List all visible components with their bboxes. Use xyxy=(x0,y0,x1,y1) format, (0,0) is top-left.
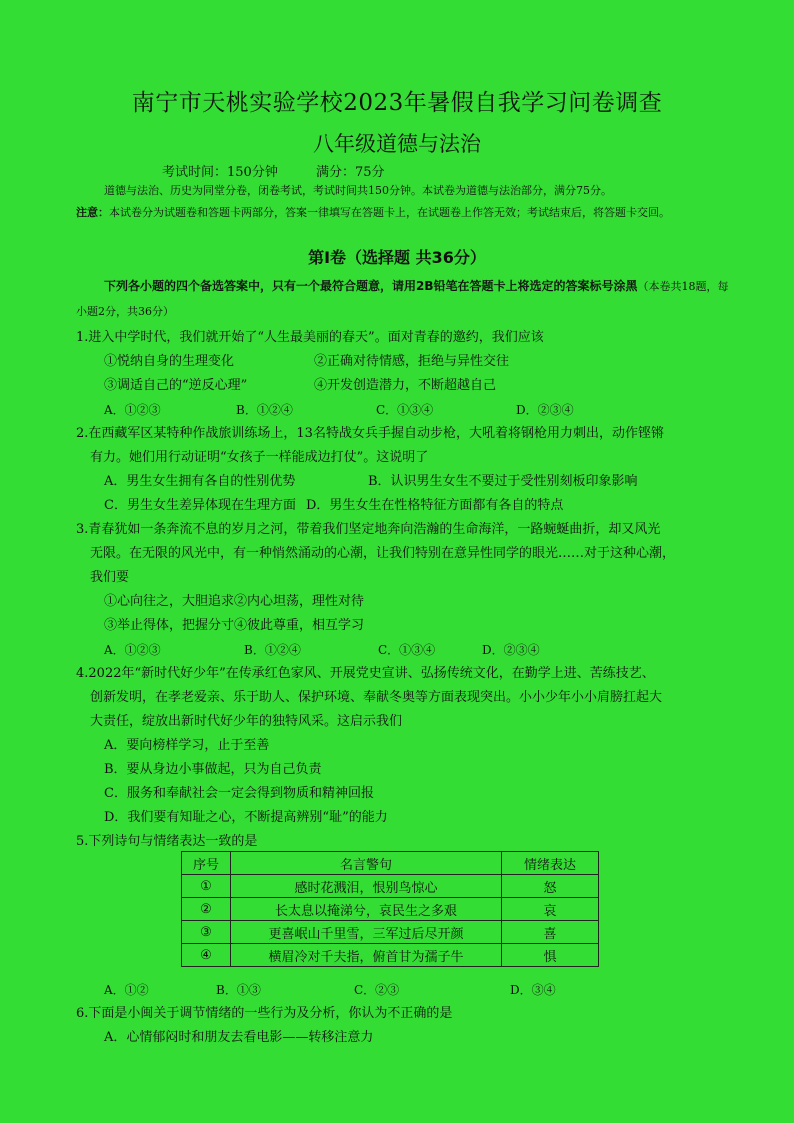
section-instruction xyxy=(76,274,736,324)
q3-stem-1: 3.青春犹如一条奔流不息的岁月之河，带着我们坚定地奔向浩瀚的生命海洋，一路蜿蜒曲折，却又风光 xyxy=(76,522,661,537)
q5-option-c: C．②③ xyxy=(354,983,400,997)
q1-statement-1: ①悦纳自身的生理变化 xyxy=(104,354,235,369)
q2-option-d: D．男生女生在性格特征方面都有各自的特点 xyxy=(306,498,564,513)
q5-header-quote: 名言警句 xyxy=(231,852,502,875)
q5-stem: 5.下列诗句与情绪表达一致的是 xyxy=(76,834,258,849)
q1-options xyxy=(104,398,574,422)
q3-statements-3-4: ③举止得体，把握分寸④彼此尊重，相互学习 xyxy=(104,618,365,633)
q1-statement-2: ②正确对待情感，拒绝与异性交往 xyxy=(314,354,510,369)
q3-option-d: D．②③④ xyxy=(482,643,540,657)
q5-cell-quote: 长太息以掩涕兮，哀民生之多艰 xyxy=(231,898,502,921)
q5-cell-quote: 横眉冷对千夫指，俯首甘为孺子牛 xyxy=(231,944,502,967)
q3-option-b: B．①②④ xyxy=(244,643,301,657)
q6-option-a: A．心情郁闷时和朋友去看电影——转移注意力 xyxy=(104,1030,374,1045)
q3-option-c: C．①③④ xyxy=(378,643,436,657)
q5-option-b: B．①③ xyxy=(216,983,261,997)
q1-stem: 1.进入中学时代，我们就开始了“人生最美丽的春天”。面对青春的邀约，我们应该 xyxy=(76,330,544,345)
exam-note-2 xyxy=(76,202,736,224)
q3-stem-2: 无限。在无限的风光中，有一种悄然涌动的心潮，让我们特别在意异性同学的眼光……对于这种心潮， xyxy=(90,546,676,561)
q3-stem-3: 我们要 xyxy=(90,570,130,585)
q5-cell-number: ② xyxy=(182,898,231,921)
q3-statements-1-2: ①心向往之，大胆追求②内心坦荡，理性对待 xyxy=(104,594,365,609)
q4-stem-1: 4.2022年“新时代好少年”在传承红色家风、开展党史宣讲、弘扬传统文化，在勤学上进、苦练技艺、 xyxy=(76,666,655,681)
exam-subtitle: 八年级道德与法治 xyxy=(313,132,481,156)
q5-cell-quote: 更喜岷山千里雪，三军过后尽开颜 xyxy=(231,921,502,944)
q5-cell-number: ④ xyxy=(182,944,231,967)
q5-header-number: 序号 xyxy=(182,852,231,875)
q5-header-emotion: 情绪表达 xyxy=(502,852,599,875)
q2-stem-1: 2.在西藏军区某特种作战旅训练场上，13名特战女兵手握自动步枪，大吼着将钢枪用力刺出，动作铿锵 xyxy=(76,426,664,441)
q6-stem: 6.下面是小闽关于调节情绪的一些行为及分析，你认为不正确的是 xyxy=(76,1006,453,1021)
q1-option-b: B．①②④ xyxy=(236,403,293,417)
q4-option-d: D．我们要有知耻之心，不断提高辨别“耻”的能力 xyxy=(104,810,388,825)
exam-note-1: 道德与法治、历史为同堂分卷，闭卷考试，考试时间共150分钟。本试卷为道德与法治部分，满分75分。 xyxy=(104,184,612,197)
q4-option-b: B．要从身边小事做起，只为自己负责 xyxy=(104,762,322,777)
section-title: 第Ⅰ卷（选择题 共36分） xyxy=(308,248,486,267)
q5-cell-emotion: 哀 xyxy=(502,898,599,921)
q5-table xyxy=(181,851,599,967)
exam-score: 满分：75分 xyxy=(315,165,385,180)
instruction-text: 下列各小题的四个备选答案中，只有一个最符合题意，请用2B铅笔在答题卡上将选定的答案标号涂黑 xyxy=(104,279,638,293)
q4-option-c: C．服务和奉献社会一定会得到物质和精神回报 xyxy=(104,786,374,801)
q5-cell-quote: 感时花溅泪，恨别鸟惊心 xyxy=(231,875,502,898)
q4-stem-3: 大责任，绽放出新时代好少年的独特风采。这启示我们 xyxy=(90,714,403,729)
table-row xyxy=(182,921,599,944)
note-text: 本试卷分为试题卷和答题卡两部分，答案一律填写在答题卡上，在试题卷上作答无效；考试结束后，将答题卡交回。 xyxy=(109,206,670,219)
q1-statement-3: ③调适自己的“逆反心理” xyxy=(104,378,248,393)
q5-cell-emotion: 惧 xyxy=(502,944,599,967)
table-row xyxy=(182,875,599,898)
table-row xyxy=(182,944,599,967)
q5-options xyxy=(104,978,556,1002)
q5-cell-emotion: 喜 xyxy=(502,921,599,944)
q1-option-a: A．①②③ xyxy=(104,403,161,417)
q1-option-d: D．②③④ xyxy=(516,403,574,417)
q5-table-header xyxy=(182,852,599,875)
q2-stem-2: 有力。她们用行动证明“女孩子一样能成边打仗”。这说明了 xyxy=(90,450,429,465)
q2-option-b: B．认识男生女生不要过于受性别刻板印象影响 xyxy=(368,474,638,489)
q2-option-c: C．男生女生差异体现在生理方面 xyxy=(104,498,296,513)
q5-option-a: A．①② xyxy=(104,983,149,997)
table-row xyxy=(182,898,599,921)
q4-option-a: A．要向榜样学习，止于至善 xyxy=(104,738,270,753)
q4-stem-2: 创新发明，在孝老爱亲、乐于助人、保护环境、奉献冬奥等方面表现突出。小小少年小小肩膀扛起大 xyxy=(90,690,663,705)
q1-statement-4: ④开发创造潜力，不断超越自己 xyxy=(314,378,497,393)
q3-options xyxy=(104,638,540,662)
q5-cell-number: ① xyxy=(182,875,231,898)
instruction-note: （本卷共18题，每小题2分，共36分） xyxy=(76,280,729,318)
q3-option-a: A．①②③ xyxy=(104,643,161,657)
q5-cell-number: ③ xyxy=(182,921,231,944)
q2-option-a: A．男生女生拥有各自的性别优势 xyxy=(104,474,296,489)
q5-cell-emotion: 怒 xyxy=(502,875,599,898)
q5-option-d: D．③④ xyxy=(510,983,556,997)
note-label: 注意： xyxy=(76,206,109,219)
exam-title: 南宁市天桃实验学校2023年暑假自我学习问卷调查 xyxy=(131,90,663,116)
exam-time: 考试时间：150分钟 xyxy=(162,165,278,180)
q1-option-c: C．①③④ xyxy=(376,403,434,417)
exam-info xyxy=(162,161,419,180)
